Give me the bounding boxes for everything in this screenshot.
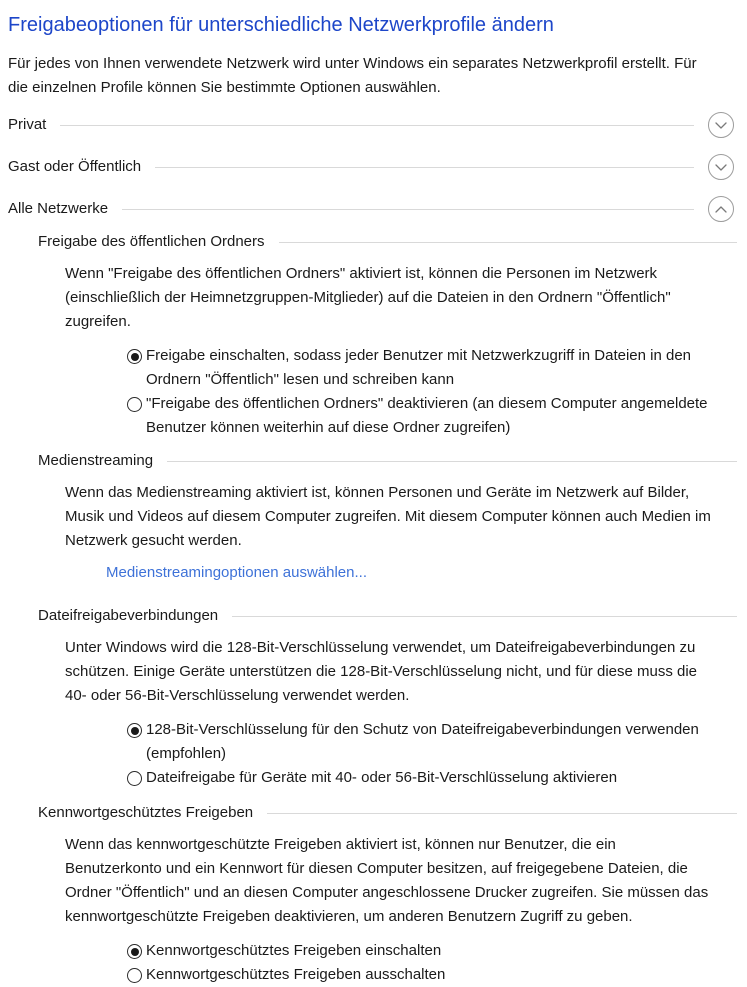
radio-icon [127, 944, 142, 959]
section-header [38, 230, 747, 254]
section-file-sharing-connections [38, 604, 747, 790]
radio-icon [127, 723, 142, 738]
section-description: Wenn "Freigabe des öffentlichen Ordners" aktiviert ist, können die Personen im Netzwerk (einschließlich der Heimnetzgruppen-Mitglieder) auf die Dateien in den Ordnern "Öffentlich" zugreifen. [65, 265, 671, 330]
section-title: Kennwortgeschütztes Freigeben [38, 804, 254, 821]
radio-group-public-folder-sharing [127, 344, 747, 440]
radio-icon [127, 349, 142, 364]
divider-line [232, 616, 737, 617]
profile-row-privat [8, 104, 747, 146]
radio-label: Freigabe einschalten, sodass jeder Benutzer mit Netzwerkzugriff in Dateien in den Ordnern "Öffentlich" lesen und schreiben kann [146, 347, 692, 388]
radio-option-password-sharing-off[interactable] [127, 963, 747, 987]
expand-gast-oder-oeffentlich-button[interactable] [708, 154, 734, 180]
profile-row-gast-oder-oeffentlich [8, 146, 747, 188]
radio-option-128bit-encryption[interactable] [127, 718, 747, 766]
section-description: Wenn das kennwortgeschützte Freigeben aktiviert ist, können nur Benutzer, die ein Benutzerkonto und ein Kennwort für diesen Computer besitzen, auf freigegebene Dateien, die Ordner "Öffentlich" und an diesen Computer angeschlossene Drucker zugreifen. Sie müssen das kennwortgeschützte Freigeben deaktivieren, um anderen Benutzern Zugriff zu geben. [65, 836, 709, 925]
radio-icon [127, 397, 142, 412]
section-public-folder-sharing [38, 230, 747, 440]
section-description: Unter Windows wird die 128-Bit-Verschlüsselung verwendet, um Dateifreigabeverbindungen zu schützen. Einige Geräte unterstützen die 128-Bit-Verschlüsselung nicht, und für diese muss die 40- oder 56-Bit-Verschlüsselung verwendet werden. [65, 639, 698, 704]
chevron-up-icon [715, 206, 727, 213]
section-title: Dateifreigabeverbindungen [38, 607, 219, 624]
divider-line [167, 461, 737, 462]
radio-option-password-sharing-on[interactable] [127, 939, 747, 963]
profile-label-privat: Privat [8, 116, 47, 133]
divider-line [122, 209, 694, 210]
section-header [38, 604, 747, 628]
section-title: Freigabe des öffentlichen Ordners [38, 233, 265, 250]
section-header [38, 801, 747, 825]
divider-line [60, 125, 694, 126]
radio-label: Kennwortgeschütztes Freigeben ausschalten [146, 966, 446, 983]
radio-label: Kennwortgeschütztes Freigeben einschalten [146, 942, 442, 959]
media-streaming-options-link[interactable]: Medienstreamingoptionen auswählen... [106, 564, 367, 581]
section-password-protected-sharing [38, 801, 747, 987]
section-title: Medienstreaming [38, 452, 154, 469]
radio-group-file-sharing-connections [127, 718, 747, 790]
radio-label: Dateifreigabe für Geräte mit 40- oder 56-Bit-Verschlüsselung aktivieren [146, 769, 618, 786]
section-header [38, 449, 747, 473]
profile-row-alle-netzwerke [8, 188, 747, 230]
collapse-alle-netzwerke-button[interactable] [708, 196, 734, 222]
divider-line [279, 242, 737, 243]
profile-label-alle-netzwerke: Alle Netzwerke [8, 200, 109, 217]
divider-line [155, 167, 694, 168]
radio-option-public-folder-on[interactable] [127, 344, 747, 392]
section-description: Wenn das Medienstreaming aktiviert ist, können Personen und Geräte im Netzwerk auf Bilder, Musik und Videos auf diesem Computer zugreifen. Mit diesem Computer können auch Medien im Netzwerk gesucht werden. [65, 484, 711, 549]
radio-label: "Freigabe des öffentlichen Ordners" deaktivieren (an diesem Computer angemeldete Benutzer können weiterhin auf diese Ordner zugreifen) [146, 395, 708, 436]
radio-option-public-folder-off[interactable] [127, 392, 747, 440]
radio-icon [127, 968, 142, 983]
page-intro: Für jedes von Ihnen verwendete Netzwerk wird unter Windows ein separates Netzwerkprofil erstellt. Für die einzelnen Profile können Sie bestimmte Optionen auswählen. [8, 55, 697, 96]
divider-line [267, 813, 737, 814]
radio-label: 128-Bit-Verschlüsselung für den Schutz von Dateifreigabeverbindungen verwenden (empfohlen) [146, 721, 699, 762]
profile-label-gast-oder-oeffentlich: Gast oder Öffentlich [8, 158, 142, 175]
chevron-down-icon [715, 164, 727, 171]
chevron-down-icon [715, 122, 727, 129]
radio-option-40-56bit-encryption[interactable] [127, 766, 747, 790]
radio-icon [127, 771, 142, 786]
expand-privat-button[interactable] [708, 112, 734, 138]
page-title: Freigabeoptionen für unterschiedliche Netzwerkprofile ändern [8, 14, 554, 36]
radio-group-password-protected-sharing [127, 939, 747, 987]
section-media-streaming [38, 449, 747, 585]
